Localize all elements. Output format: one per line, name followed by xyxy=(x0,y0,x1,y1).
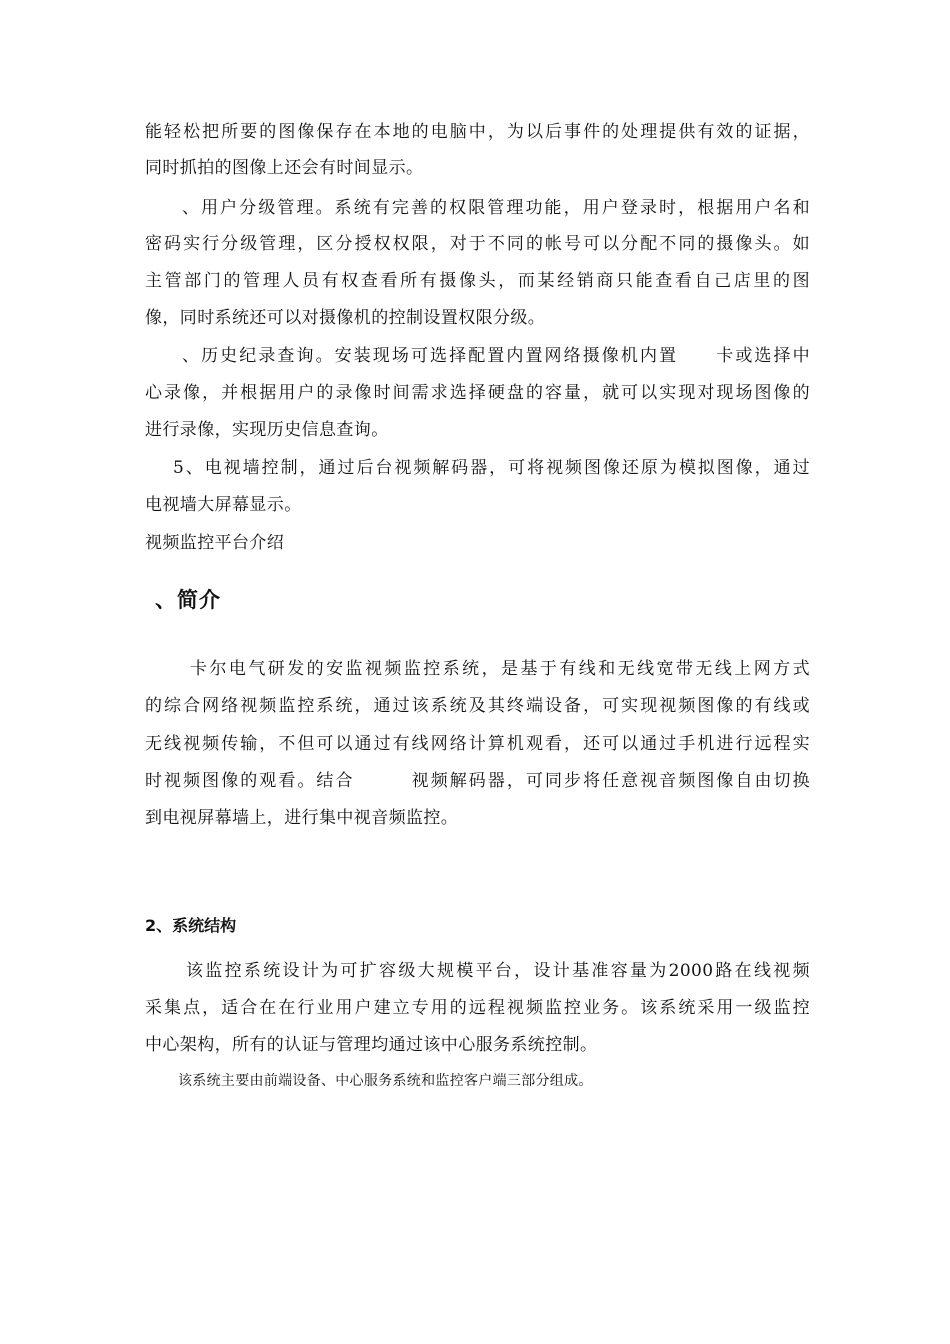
paragraph-line: 电视墙大屏幕显示。 xyxy=(145,495,302,515)
paragraph-line: 卡尔电气研发的安监视频监控系统，是基于有线和无线宽带无线上网方式 xyxy=(190,659,810,679)
structure-heading: 2、系统结构 xyxy=(145,916,237,935)
paragraph-line: 采集点，适合在在行业用户建立专用的远程视频监控业务。该系统采用一级监控 xyxy=(145,998,810,1018)
paragraph-line: 能轻松把所要的图像保存在本地的电脑中，为以后事件的处理提供有效的证据， xyxy=(145,122,810,142)
paragraph-line: 5、电视墙控制，通过后台视频解码器，可将视频图像还原为模拟图像，通过 xyxy=(173,458,810,478)
paragraph-line: 时视频图像的观看。结合 视频解码器，可同步将任意视音频图像自由切换 xyxy=(145,771,810,791)
paragraph-line: 中心架构，所有的认证与管理均通过该中心服务系统控制。 xyxy=(145,1035,598,1055)
paragraph-line: 无线视频传输，不但可以通过有线网络计算机观看，还可以通过手机进行远程实 xyxy=(145,734,810,754)
paragraph-line: 、用户分级管理。系统有完善的权限管理功能，用户登录时，根据用户名和 xyxy=(182,198,810,218)
paragraph-line: 的综合网络视频监控系统，通过该系统及其终端设备，可实现视频图像的有线或 xyxy=(145,696,810,716)
intro-heading: 、简介 xyxy=(155,588,221,612)
paragraph-line: 心录像，并根据用户的录像时间需求选择硬盘的容量，就可以实现对现场图像的 xyxy=(145,383,810,403)
paragraph-line: 密码实行分级管理，区分授权权限，对于不同的帐号可以分配不同的摄像头。如 xyxy=(145,234,810,254)
paragraph-line: 该系统主要由前端设备、中心服务系统和监控客户端三部分组成。 xyxy=(178,1073,593,1089)
section-title: 视频监控平台介绍 xyxy=(145,533,285,553)
paragraph-line: 同时抓拍的图像上还会有时间显示。 xyxy=(145,158,424,178)
paragraph-line: 像，同时系统还可以对摄像机的控制设置权限分级。 xyxy=(145,308,546,328)
paragraph-line: 、历史纪录查询。安装现场可选择配置内置网络摄像机内置 卡或选择中 xyxy=(182,346,810,366)
paragraph-line: 该监控系统设计为可扩容级大规模平台，设计基准容量为2000路在线视频 xyxy=(186,961,810,981)
paragraph-line: 主管部门的管理人员有权查看所有摄像头，而某经销商只能查看自己店里的图 xyxy=(145,271,810,291)
paragraph-line: 到电视屏幕墙上，进行集中视音频监控。 xyxy=(145,808,459,828)
paragraph-line: 进行录像，实现历史信息查询。 xyxy=(145,420,389,440)
